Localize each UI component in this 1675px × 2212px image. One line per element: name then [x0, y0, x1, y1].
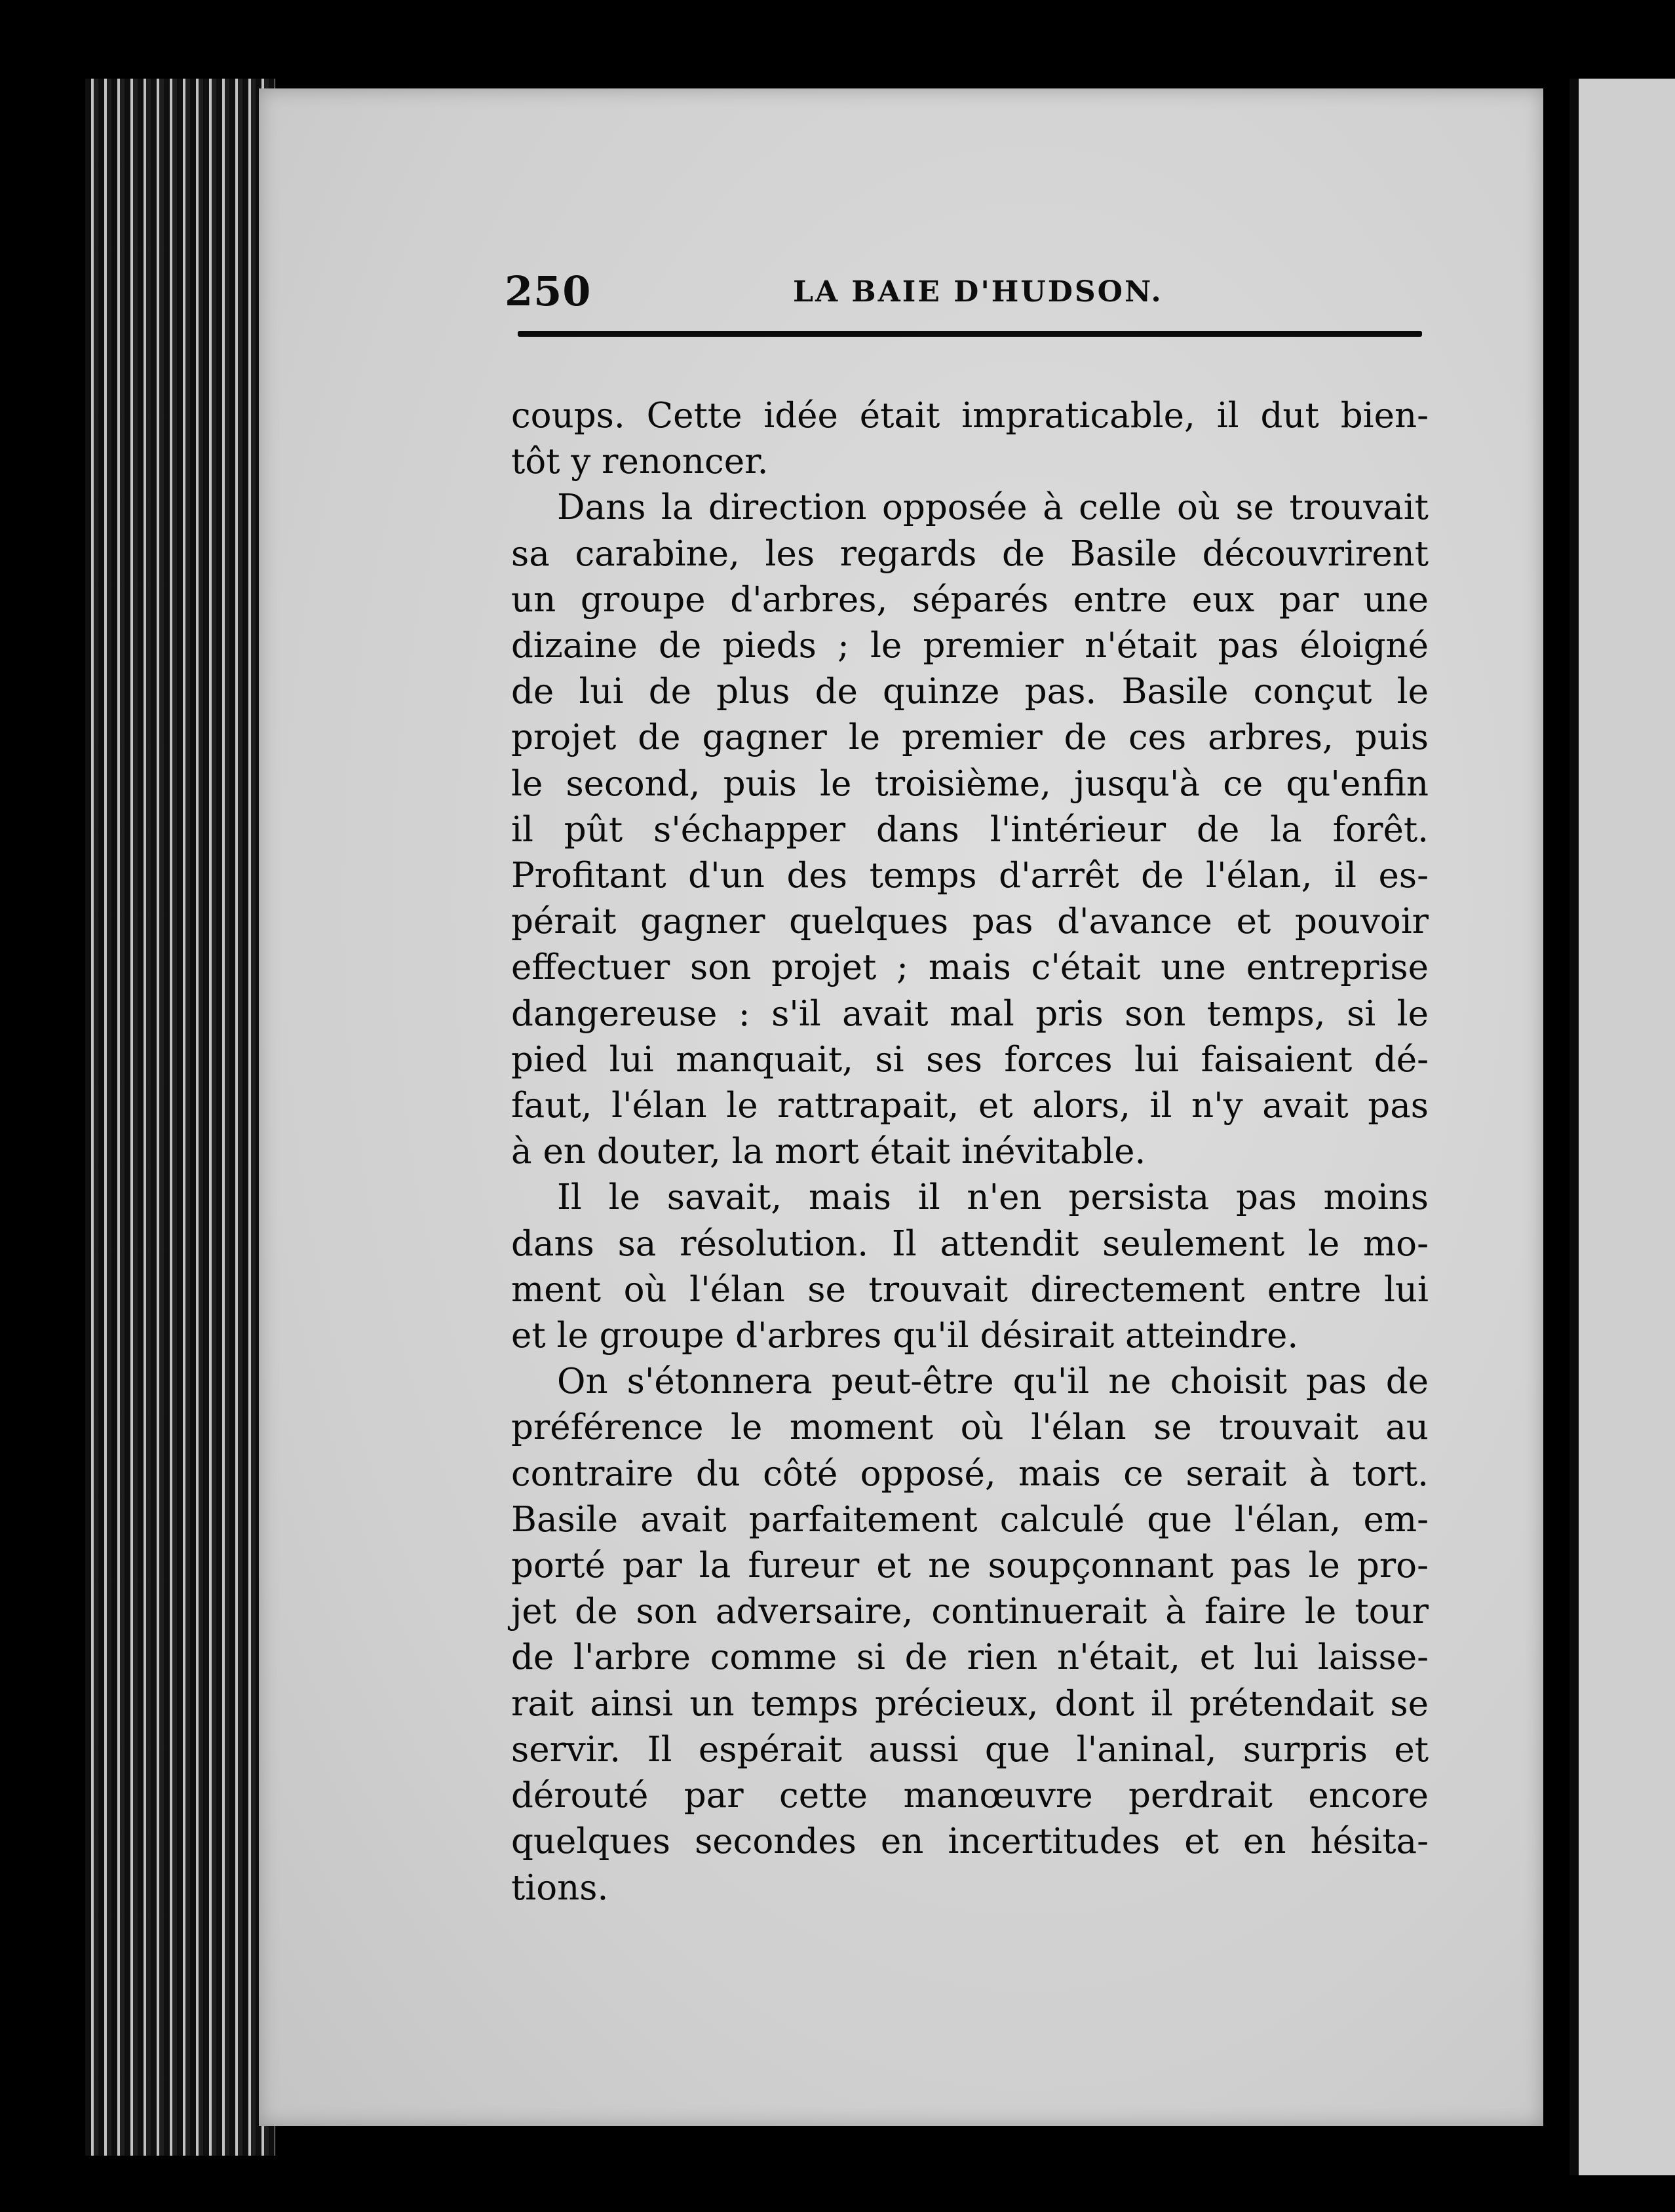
text-line: tôt y renoncer.	[511, 442, 769, 482]
text-line: à en douter, la mort était inévitable.	[511, 1132, 1146, 1172]
text-line: coups. Cette idée était impraticable, il dut bien-	[511, 396, 1429, 436]
text-line: On s'étonnera peut-être qu'il ne choisit pas de	[557, 1362, 1429, 1402]
text-line: dérouté par cette manœuvre perdrait encore	[511, 1776, 1429, 1816]
text-line: dans sa résolution. Il attendit seulement le mo-	[511, 1223, 1429, 1264]
book-page-edges	[85, 79, 275, 2156]
text-line: contraire du côté opposé, mais ce serait à tort.	[511, 1453, 1429, 1494]
text-line: ment où l'élan se trouvait directement entre lui	[511, 1269, 1429, 1310]
text-line: projet de gagner le premier de ces arbres, puis	[511, 717, 1429, 758]
text-line: il pût s'échapper dans l'intérieur de la forêt.	[511, 809, 1429, 850]
text-line: de lui de plus de quinze pas. Basile conçut le	[511, 672, 1429, 712]
text-line: préférence le moment où l'élan se trouvait au	[511, 1407, 1429, 1448]
text-line: pied lui manquait, si ses forces lui faisaient dé-	[511, 1039, 1429, 1080]
text-line: dizaine de pieds ; le premier n'était pas éloigné	[511, 626, 1429, 666]
page-number: 250	[505, 267, 592, 315]
text-line: pérait gagner quelques pas d'avance et pouvoir	[511, 902, 1429, 942]
text-line: effectuer son projet ; mais c'était une entreprise	[511, 947, 1429, 988]
running-title: LA BAIE D'HUDSON.	[793, 275, 1163, 309]
text-line: dangereuse : s'il avait mal pris son temps, si le	[511, 993, 1429, 1034]
text-line: un groupe d'arbres, séparés entre eux par une	[511, 579, 1429, 620]
paragraph	[511, 1359, 1442, 1911]
text-line: quelques secondes en incertitudes et en hésita-	[511, 1821, 1429, 1862]
header-rule	[518, 331, 1422, 337]
text-line: Profitant d'un des temps d'arrêt de l'élan, il es-	[511, 856, 1429, 896]
text-line: faut, l'élan le rattrapait, et alors, il n'y avait pas	[511, 1086, 1429, 1126]
text-line: et le groupe d'arbres qu'il désirait atteindre.	[511, 1316, 1299, 1356]
text-line: rait ainsi un temps précieux, dont il prétendait se	[511, 1683, 1429, 1724]
text-line: porté par la fureur et ne soupçonnant pas le pro-	[511, 1546, 1429, 1586]
text-line: Dans la direction opposée à celle où se trouvait	[557, 487, 1429, 528]
text-line: jet de son adversaire, continuerait à faire le tour	[511, 1592, 1429, 1632]
text-line: de l'arbre comme si de rien n'était, et lui laisse-	[511, 1637, 1429, 1678]
body-text	[511, 393, 1442, 1911]
text-line: tions.	[511, 1867, 609, 1908]
text-line: Basile avait parfaitement calculé que l'élan, em-	[511, 1499, 1429, 1540]
paragraph	[511, 393, 1442, 485]
paragraph	[511, 485, 1442, 1175]
text-line: Il le savait, mais il n'en persista pas moins	[557, 1177, 1429, 1218]
adjacent-page	[1569, 79, 1675, 2175]
page-header	[505, 267, 1422, 320]
paragraph	[511, 1175, 1442, 1359]
text-line: sa carabine, les regards de Basile découvrirent	[511, 533, 1429, 574]
text-line: le second, puis le troisième, jusqu'à ce qu'enfin	[511, 763, 1429, 804]
text-line: servir. Il espérait aussi que l'aninal, surpris et	[511, 1729, 1429, 1770]
